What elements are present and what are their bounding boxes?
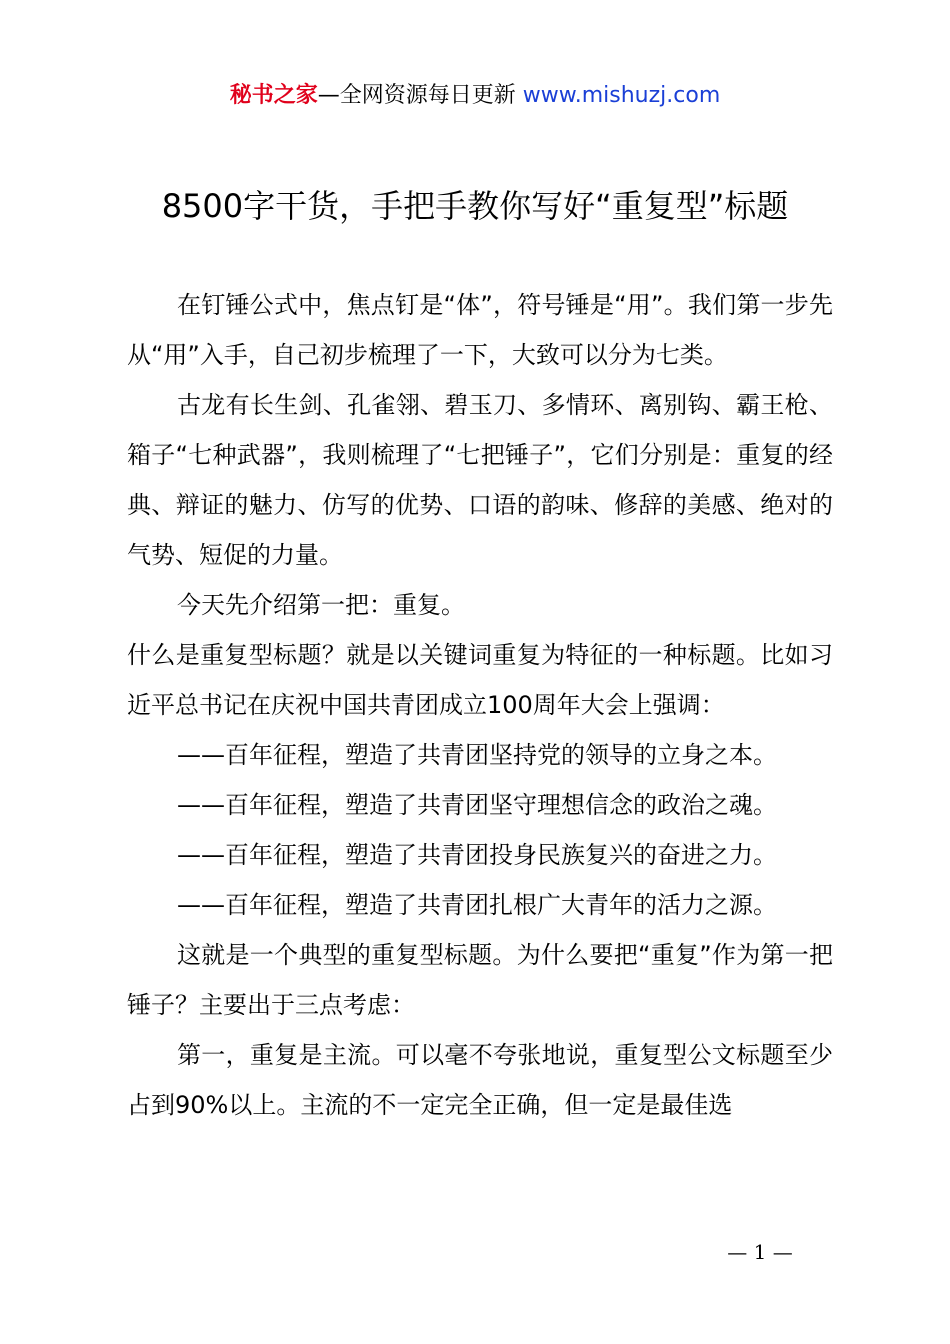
page-number: — 1 —: [727, 1240, 793, 1264]
document-title: 8500字干货，手把手教你写好“重复型”标题: [161, 187, 789, 225]
paragraph-7: ——百年征程，塑造了共青团投身民族复兴的奋进之力。: [177, 841, 777, 869]
paragraph-1: 在钉锤公式中，焦点钉是“体”，符号锤是“用”。我们第一步先从“用”入手，自己初步梳理了一下，大致可以分为七类。: [127, 291, 833, 369]
site-header: [0, 80, 950, 112]
site-brand: 秘书之家: [229, 83, 318, 108]
paragraph-5: ——百年征程，塑造了共青团坚持党的领导的立身之本。: [177, 741, 777, 769]
document-body: [127, 280, 833, 1130]
paragraph-10: 第一，重复是主流。可以毫不夸张地说，重复型公文标题至少占到90%以上。主流的不一定完全正确，但一定是最佳选: [127, 1041, 833, 1119]
site-tagline: —全网资源每日更新: [317, 83, 523, 108]
paragraph-3: 今天先介绍第一把：重复。: [177, 591, 465, 619]
paragraph-4: 什么是重复型标题？就是以关键词重复为特征的一种标题。比如习近平总书记在庆祝中国共青团成立100周年大会上强调：: [127, 641, 833, 719]
site-url-link[interactable]: www.mishuzj.com: [522, 83, 721, 108]
paragraph-8: ——百年征程，塑造了共青团扎根广大青年的活力之源。: [177, 891, 777, 919]
paragraph-9: 这就是一个典型的重复型标题。为什么要把“重复”作为第一把锤子？主要出于三点考虑：: [127, 941, 833, 1019]
paragraph-6: ——百年征程，塑造了共青团坚守理想信念的政治之魂。: [177, 791, 777, 819]
paragraph-2: 古龙有长生剑、孔雀翎、碧玉刀、多情环、离别钩、霸王枪、箱子“七种武器”，我则梳理了“七把锤子”，它们分别是：重复的经典、辩证的魅力、仿写的优势、口语的韵味、修辞的美感、绝对的气势、短促的力量。: [127, 391, 833, 569]
